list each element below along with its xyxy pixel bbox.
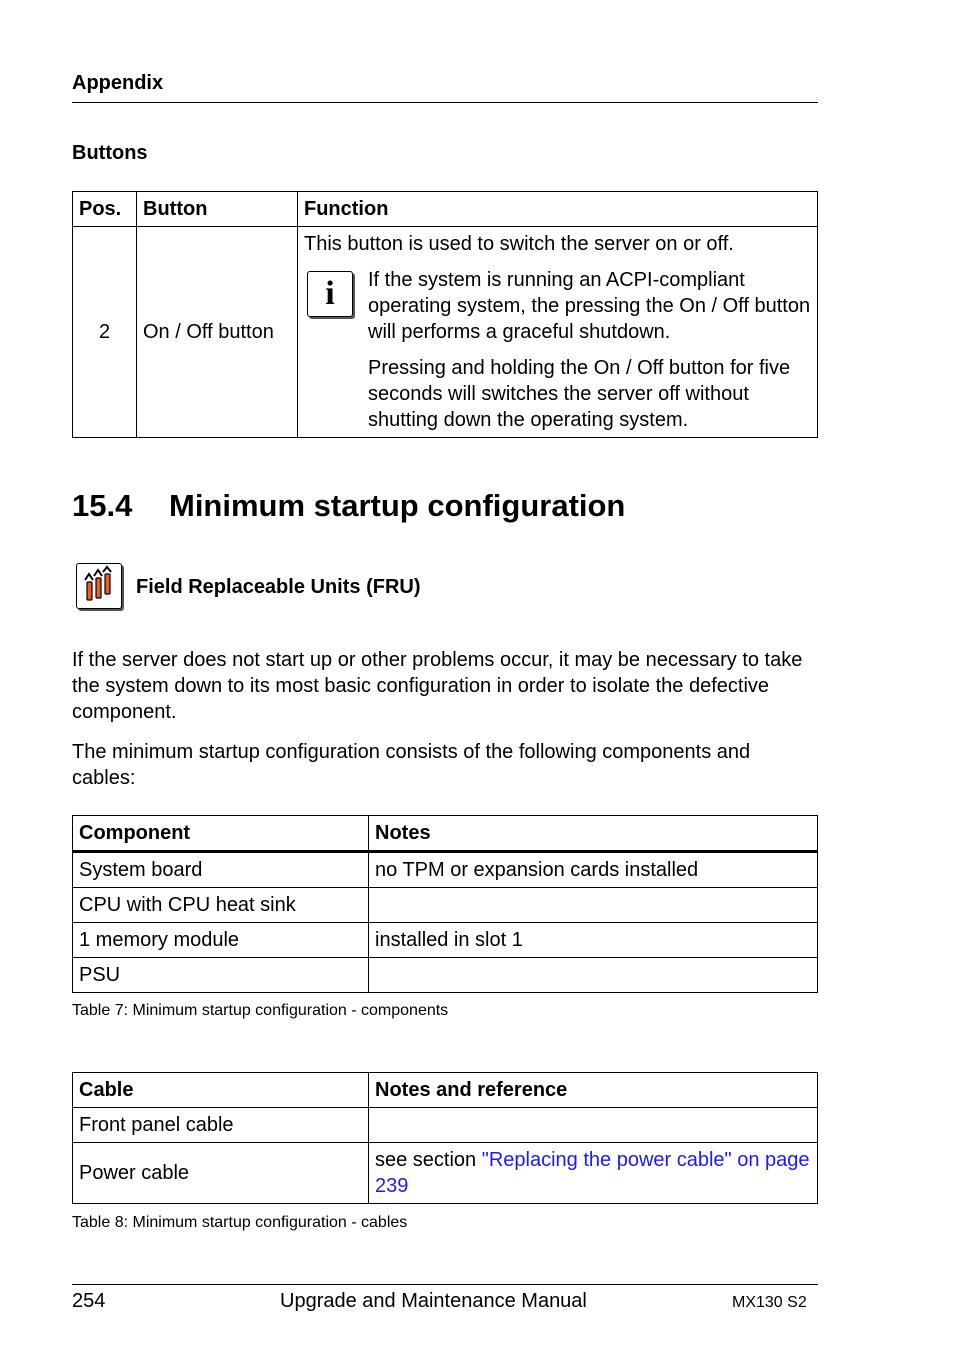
model-name: MX130 S2	[732, 1294, 807, 1311]
cell-cable: Front panel cable	[73, 1108, 369, 1143]
table-header-row	[73, 816, 818, 852]
note-paragraph: Pressing and holding the On / Off button for five seconds will switches the server off without shutting down the operating system.	[368, 357, 791, 431]
section-number: 15.4	[72, 488, 133, 523]
cell-notes: installed in slot 1	[369, 923, 818, 958]
table-row	[73, 1143, 818, 1204]
function-text: This button is used to switch the server on or off.	[304, 233, 734, 255]
footer-rule	[72, 1284, 818, 1285]
info-icon: i	[307, 271, 353, 317]
table-row	[73, 923, 818, 958]
cell-notes-reference	[369, 1108, 818, 1143]
section-heading-text: Minimum startup configuration	[169, 488, 626, 523]
table-caption: Table 8: Minimum startup configuration - cables	[72, 1214, 408, 1231]
cell-component: CPU with CPU heat sink	[73, 888, 369, 923]
cell-function	[298, 227, 818, 438]
table-row	[73, 227, 818, 438]
info-note	[304, 267, 811, 433]
column-header-notes-reference: Notes and reference	[369, 1073, 818, 1108]
cell-cable: Power cable	[73, 1143, 369, 1204]
reference-link[interactable]: "Replacing the power cable" on page 239	[375, 1149, 810, 1197]
cell-component: PSU	[73, 958, 369, 993]
header-rule	[72, 102, 818, 103]
cell-notes-reference	[369, 1143, 818, 1204]
table-row	[73, 1108, 818, 1143]
tools-icon	[76, 563, 122, 609]
fru-label: Field Replaceable Units (FRU)	[136, 576, 421, 598]
buttons-table	[72, 191, 818, 438]
column-header-pos: Pos.	[73, 192, 137, 227]
cell-component: System board	[73, 852, 369, 888]
table-row	[73, 888, 818, 923]
cell-notes: no TPM or expansion cards installed	[369, 852, 818, 888]
running-head: Appendix	[72, 72, 164, 94]
table-header-row	[73, 1073, 818, 1108]
cables-table	[72, 1072, 818, 1204]
cell-pos: 2	[73, 227, 137, 438]
table-row	[73, 852, 818, 888]
buttons-heading: Buttons	[72, 142, 148, 164]
manual-title: Upgrade and Maintenance Manual	[280, 1290, 587, 1312]
cell-component: 1 memory module	[73, 923, 369, 958]
column-header-component: Component	[73, 816, 369, 852]
cell-button: On / Off button	[137, 227, 298, 438]
body-paragraph: If the server does not start up or other problems occur, it may be necessary to take the system down to its most basic configuration in order to isolate the defective component.	[72, 649, 803, 723]
column-header-cable: Cable	[73, 1073, 369, 1108]
notes-text: see section	[375, 1149, 482, 1171]
cell-notes	[369, 958, 818, 993]
page-number: 254	[72, 1290, 106, 1312]
column-header-notes: Notes	[369, 816, 818, 852]
table-header-row	[73, 192, 818, 227]
table-row	[73, 958, 818, 993]
components-table	[72, 815, 818, 993]
table-caption: Table 7: Minimum startup configuration - components	[72, 1002, 449, 1019]
section-title	[72, 488, 625, 524]
cell-notes	[369, 888, 818, 923]
body-paragraph: The minimum startup configuration consists of the following components and cables:	[72, 741, 751, 789]
column-header-function: Function	[298, 192, 818, 227]
column-header-button: Button	[137, 192, 298, 227]
note-paragraph: If the system is running an ACPI-compliant operating system, the pressing the On / Off button will performs a graceful shutdown.	[368, 269, 811, 343]
